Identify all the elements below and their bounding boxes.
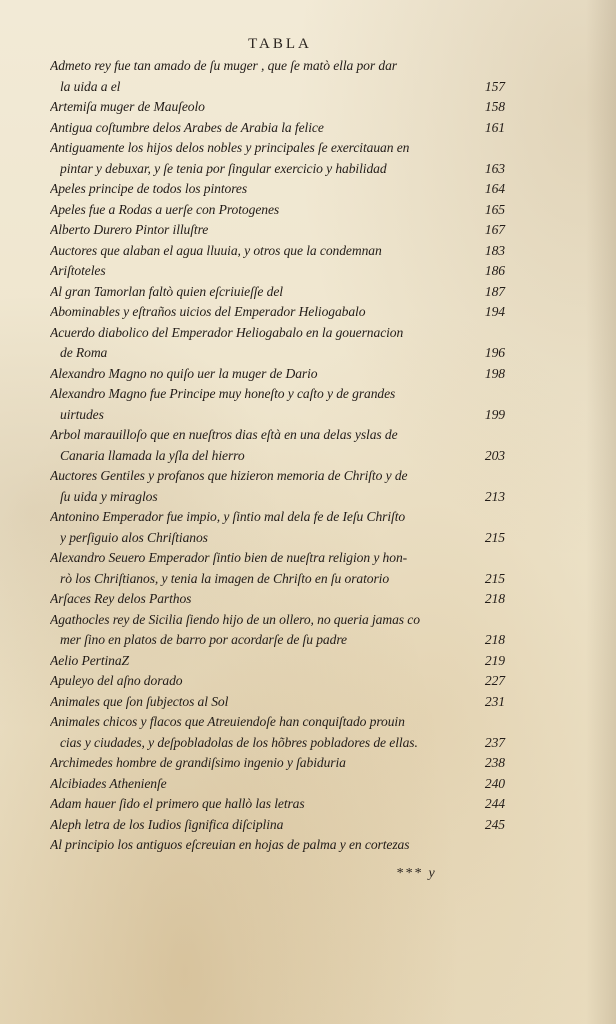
index-line xyxy=(50,630,505,651)
entry-text: Agathocles rey de Sicilia ſiendo hijo de un ollero, no queria jamas co xyxy=(50,611,420,627)
page-number: 199 xyxy=(484,406,505,422)
index-line xyxy=(50,733,505,754)
index-line xyxy=(50,405,505,426)
index-line xyxy=(50,220,505,241)
index-line xyxy=(50,794,505,815)
entry-text: Alcibiades Athenienſe xyxy=(50,775,167,791)
index-line xyxy=(50,487,505,508)
index-line xyxy=(50,200,505,221)
page-number: 157 xyxy=(484,78,505,94)
page-number: 196 xyxy=(484,345,505,360)
index-line xyxy=(50,56,505,77)
entry-text: Apeles principe de todos los pintores xyxy=(50,181,248,196)
entry-text: y perſiguio alos Chriſtianos xyxy=(60,529,208,545)
index-line xyxy=(50,282,505,303)
index-line xyxy=(50,302,505,323)
entry-text: mer ſino en platos de barro por acordarſe de ſu padre xyxy=(60,632,347,647)
page-number: 219 xyxy=(484,652,505,668)
index-line xyxy=(50,548,505,569)
entry-text: Auctores que alaban el agua lluuia, y otros que la condemnan xyxy=(50,242,382,258)
entry-text: Arſaces Rey delos Parthos xyxy=(50,591,192,606)
index-line xyxy=(50,118,505,139)
page-number: 203 xyxy=(484,447,505,463)
entry-text: Artemiſa muger de Mauſeolo xyxy=(50,99,205,114)
index-line xyxy=(50,97,505,118)
entry-text: Al principio los antiguos eſcreuian en hojas de palma y en cortezas xyxy=(50,837,410,852)
page-number: 186 xyxy=(484,263,505,278)
index-line xyxy=(50,671,505,692)
index-line xyxy=(50,343,505,364)
index-list xyxy=(50,56,505,856)
entry-text: Animales chicos y flacos que Atreuiendoſe han conquiſtado prouin xyxy=(50,714,405,729)
entry-text: Adam hauer ſido el primero que hallò las letras xyxy=(50,796,305,811)
entry-text: Apuleyo del aſno dorado xyxy=(50,673,183,688)
page-number: 158 xyxy=(484,99,505,114)
page-number: 245 xyxy=(484,816,505,832)
entry-text: Archimedes hombre de grandiſsimo ingenio y ſabiduria xyxy=(50,755,346,770)
entry-text: Aleph letra de los Iudios ſignifica diſciplina xyxy=(50,816,284,832)
page-number: 244 xyxy=(484,796,505,811)
index-line xyxy=(50,712,505,733)
index-line xyxy=(50,774,505,795)
index-line xyxy=(50,528,505,549)
index-line xyxy=(50,466,505,487)
page-number: 238 xyxy=(484,755,505,770)
entry-text: pintar y debuxar, y ſe tenia por ſingular exercicio y habilidad xyxy=(60,160,387,176)
entry-text: Antonino Emperador fue impio, y ſintio mal dela fe de Ieſu Chriſto xyxy=(50,509,406,524)
page-number: 167 xyxy=(484,222,505,237)
page-number: 165 xyxy=(484,201,505,217)
entry-text: Alexandro Seuero Emperador ſintio bien de nueſtra religion y hon- xyxy=(50,550,408,565)
entry-text: Al gran Tamorlan faltò quien eſcriuieſſe del xyxy=(50,283,283,299)
catchword: *** y xyxy=(396,866,437,881)
page-number: 218 xyxy=(484,591,505,606)
entry-text: Aelio PertinaZ xyxy=(50,652,130,668)
page-number: 198 xyxy=(484,365,505,381)
entry-text: Abominables y eſtraños uicios del Emperador Heliogabalo xyxy=(50,304,366,319)
page-number: 187 xyxy=(484,283,505,299)
index-line xyxy=(50,77,505,98)
index-line xyxy=(50,159,505,180)
entry-text: uirtudes xyxy=(60,406,104,422)
entry-text: Antigua coſtumbre delos Arabes de Arabia la felice xyxy=(50,119,324,135)
entry-text: Auctores Gentiles y profanos que hizieron memoria de Chriſto y de xyxy=(50,468,408,483)
page-title: TABLA xyxy=(248,36,312,52)
entry-text: la uida a el xyxy=(60,78,121,94)
index-line xyxy=(50,323,505,344)
entry-text: Alexandro Magno no quiſo uer la muger de Dario xyxy=(50,365,318,381)
page-number: 218 xyxy=(484,632,505,647)
entry-text: Antiguamente los hijos delos nobles y principales ſe exercitauan en xyxy=(50,140,410,155)
entry-text: Admeto rey fue tan amado de ſu muger , que ſe matò ella por dar xyxy=(50,58,397,73)
entry-text: Alberto Durero Pintor illuſtre xyxy=(50,222,209,237)
entry-text: Acuerdo diabolico del Emperador Heliogabalo en la gouernacion xyxy=(50,324,404,340)
index-line xyxy=(50,835,505,856)
index-line xyxy=(50,589,505,610)
entry-text: Animales que ſon ſubjectos al Sol xyxy=(50,693,229,709)
page-number: 240 xyxy=(484,775,505,791)
index-line xyxy=(50,569,505,590)
entry-text: Apeles fue a Rodas a uerſe con Protogenes xyxy=(50,201,280,217)
index-line xyxy=(50,261,505,282)
page-number: 231 xyxy=(484,693,505,709)
entry-text: cias y ciudades, y deſpobladolas de los hõbres pobladores de ellas. xyxy=(60,734,418,750)
page-number: 194 xyxy=(484,304,505,319)
entry-text: Canaria llamada la yſla del hierro xyxy=(60,447,245,463)
entry-text: Arbol marauilloſo que en nueſtros dias eſtà en una delas yslas de xyxy=(50,427,398,442)
index-line xyxy=(50,815,505,836)
entry-text: ſu uida y miraglos xyxy=(60,488,158,504)
entry-text: Ariſtoteles xyxy=(50,263,106,278)
entry-text: de Roma xyxy=(60,345,108,360)
index-line xyxy=(50,364,505,385)
index-line xyxy=(50,179,505,200)
entry-text: Alexandro Magno fue Principe muy honeſto y caſto y de grandes xyxy=(50,386,396,401)
index-line xyxy=(50,241,505,262)
index-line xyxy=(50,692,505,713)
page-number: 164 xyxy=(484,181,505,196)
index-line xyxy=(50,425,505,446)
page-number: 215 xyxy=(484,529,505,545)
page-number: 161 xyxy=(484,119,505,135)
index-line xyxy=(50,138,505,159)
index-line xyxy=(50,446,505,467)
index-line xyxy=(50,610,505,631)
entry-text: rò los Chriſtianos, y tenia la imagen de Chriſto en ſu oratorio xyxy=(60,570,390,586)
page-number: 227 xyxy=(484,673,505,688)
index-line xyxy=(50,753,505,774)
page-number: 183 xyxy=(484,242,505,258)
page-number: 215 xyxy=(484,570,505,586)
page-number: 163 xyxy=(484,160,505,176)
page-number: 213 xyxy=(484,488,505,504)
page-edge-shadow xyxy=(586,0,616,1024)
index-line xyxy=(50,651,505,672)
index-line xyxy=(50,507,505,528)
page-number: 237 xyxy=(484,734,505,750)
index-line xyxy=(50,384,505,405)
